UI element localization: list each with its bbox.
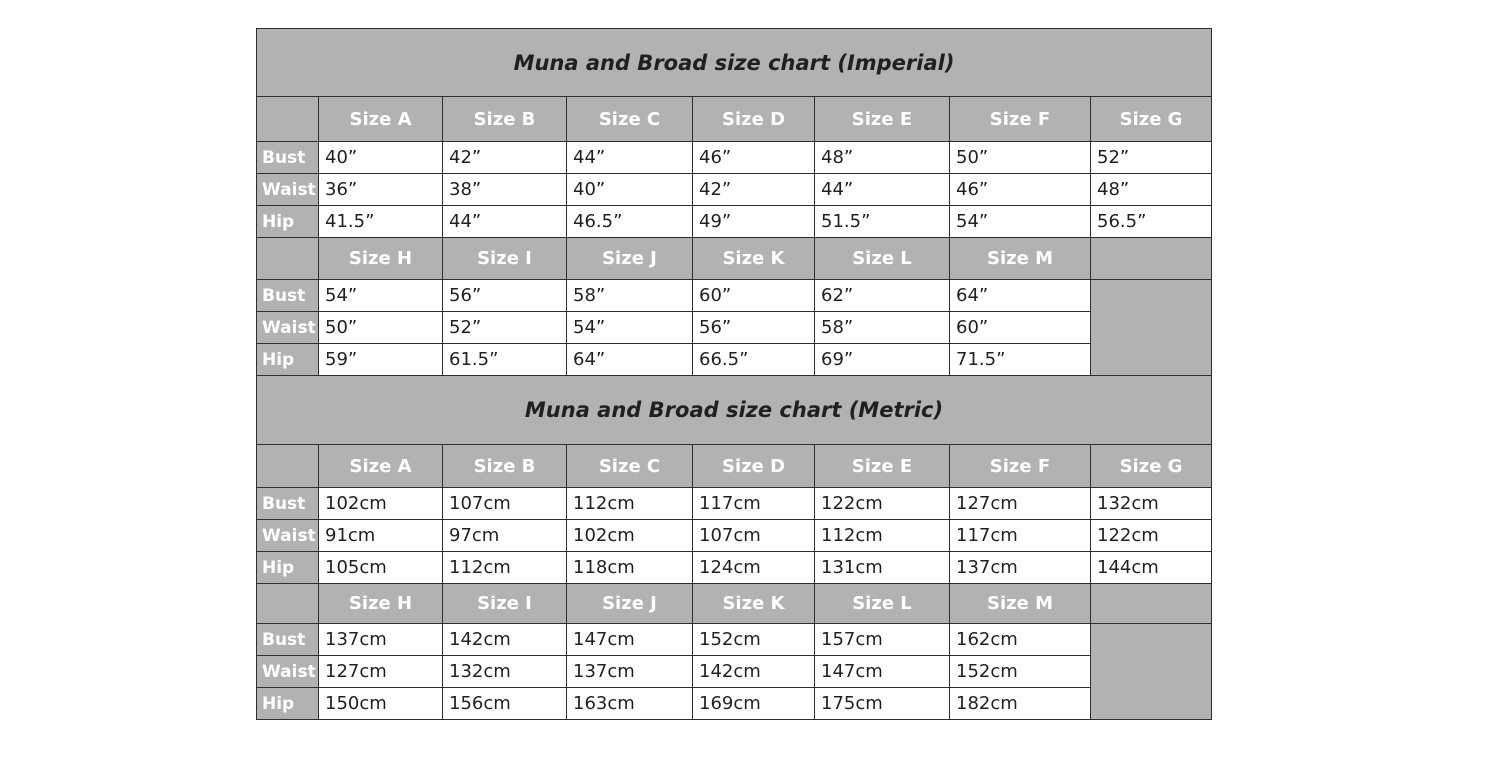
row-label-hip: Hip: [257, 344, 319, 376]
value-cell: 41.5”: [319, 206, 443, 238]
row-label-hip: Hip: [257, 206, 319, 238]
row-label-bust: Bust: [257, 488, 319, 520]
value-cell: 48”: [1091, 174, 1212, 206]
empty-filler-cell: [1091, 280, 1212, 376]
value-cell: 59”: [319, 344, 443, 376]
size-header: Size C: [567, 445, 693, 488]
value-cell: 156cm: [443, 688, 567, 720]
size-header: Size A: [319, 97, 443, 142]
row-label-bust: Bust: [257, 280, 319, 312]
empty-header-cell: [1091, 238, 1212, 280]
value-cell: 117cm: [950, 520, 1091, 552]
value-cell: 44”: [815, 174, 950, 206]
value-cell: 56.5”: [1091, 206, 1212, 238]
size-header: Size B: [443, 97, 567, 142]
value-cell: 175cm: [815, 688, 950, 720]
table-row: [257, 552, 1212, 584]
size-header: Size D: [693, 97, 815, 142]
size-header: Size C: [567, 97, 693, 142]
value-cell: 64”: [567, 344, 693, 376]
value-cell: 147cm: [567, 624, 693, 656]
empty-header-cell: [1091, 584, 1212, 624]
size-header: Size A: [319, 445, 443, 488]
value-cell: 102cm: [319, 488, 443, 520]
size-header: Size E: [815, 97, 950, 142]
size-header: Size K: [693, 238, 815, 280]
value-cell: 61.5”: [443, 344, 567, 376]
value-cell: 157cm: [815, 624, 950, 656]
value-cell: 107cm: [443, 488, 567, 520]
value-cell: 60”: [693, 280, 815, 312]
size-header: Size J: [567, 238, 693, 280]
value-cell: 118cm: [567, 552, 693, 584]
value-cell: 44”: [443, 206, 567, 238]
value-cell: 102cm: [567, 520, 693, 552]
empty-filler-cell: [1091, 624, 1212, 720]
value-cell: 112cm: [567, 488, 693, 520]
value-cell: 150cm: [319, 688, 443, 720]
value-cell: 51.5”: [815, 206, 950, 238]
size-header: Size M: [950, 238, 1091, 280]
corner-cell: [257, 584, 319, 624]
size-header: Size L: [815, 584, 950, 624]
value-cell: 58”: [567, 280, 693, 312]
size-header: Size E: [815, 445, 950, 488]
size-header: Size J: [567, 584, 693, 624]
value-cell: 127cm: [319, 656, 443, 688]
value-cell: 169cm: [693, 688, 815, 720]
size-chart-table: [256, 28, 1212, 720]
value-cell: 44”: [567, 142, 693, 174]
table-row: [257, 624, 1212, 656]
value-cell: 52”: [1091, 142, 1212, 174]
value-cell: 163cm: [567, 688, 693, 720]
corner-cell: [257, 445, 319, 488]
imperial-title: Muna and Broad size chart (Imperial): [257, 29, 1212, 97]
value-cell: 56”: [443, 280, 567, 312]
value-cell: 144cm: [1091, 552, 1212, 584]
value-cell: 142cm: [443, 624, 567, 656]
value-cell: 152cm: [950, 656, 1091, 688]
row-label-waist: Waist: [257, 520, 319, 552]
value-cell: 56”: [693, 312, 815, 344]
table-row: [257, 488, 1212, 520]
value-cell: 38”: [443, 174, 567, 206]
value-cell: 112cm: [815, 520, 950, 552]
value-cell: 50”: [950, 142, 1091, 174]
value-cell: 105cm: [319, 552, 443, 584]
size-header: Size D: [693, 445, 815, 488]
corner-cell: [257, 97, 319, 142]
value-cell: 40”: [567, 174, 693, 206]
table-row: [257, 312, 1212, 344]
value-cell: 137cm: [567, 656, 693, 688]
value-cell: 132cm: [443, 656, 567, 688]
size-header: Size M: [950, 584, 1091, 624]
corner-cell: [257, 238, 319, 280]
size-header: Size B: [443, 445, 567, 488]
value-cell: 127cm: [950, 488, 1091, 520]
row-label-waist: Waist: [257, 656, 319, 688]
value-cell: 64”: [950, 280, 1091, 312]
size-header: Size H: [319, 238, 443, 280]
value-cell: 52”: [443, 312, 567, 344]
value-cell: 162cm: [950, 624, 1091, 656]
value-cell: 58”: [815, 312, 950, 344]
value-cell: 137cm: [319, 624, 443, 656]
row-label-waist: Waist: [257, 174, 319, 206]
value-cell: 137cm: [950, 552, 1091, 584]
table-row: [257, 344, 1212, 376]
value-cell: 124cm: [693, 552, 815, 584]
row-label-hip: Hip: [257, 552, 319, 584]
value-cell: 42”: [693, 174, 815, 206]
value-cell: 50”: [319, 312, 443, 344]
value-cell: 48”: [815, 142, 950, 174]
size-header: Size F: [950, 445, 1091, 488]
size-header: Size I: [443, 238, 567, 280]
value-cell: 152cm: [693, 624, 815, 656]
value-cell: 42”: [443, 142, 567, 174]
size-header: Size I: [443, 584, 567, 624]
row-label-waist: Waist: [257, 312, 319, 344]
value-cell: 122cm: [1091, 520, 1212, 552]
value-cell: 62”: [815, 280, 950, 312]
value-cell: 97cm: [443, 520, 567, 552]
size-header: Size K: [693, 584, 815, 624]
table-row: [257, 656, 1212, 688]
table-row: [257, 142, 1212, 174]
value-cell: 112cm: [443, 552, 567, 584]
value-cell: 107cm: [693, 520, 815, 552]
table-row: [257, 174, 1212, 206]
size-header: Size F: [950, 97, 1091, 142]
value-cell: 36”: [319, 174, 443, 206]
size-header: Size L: [815, 238, 950, 280]
value-cell: 132cm: [1091, 488, 1212, 520]
value-cell: 117cm: [693, 488, 815, 520]
value-cell: 54”: [950, 206, 1091, 238]
value-cell: 54”: [567, 312, 693, 344]
value-cell: 91cm: [319, 520, 443, 552]
value-cell: 71.5”: [950, 344, 1091, 376]
value-cell: 60”: [950, 312, 1091, 344]
value-cell: 142cm: [693, 656, 815, 688]
value-cell: 49”: [693, 206, 815, 238]
metric-title: Muna and Broad size chart (Metric): [257, 376, 1212, 445]
value-cell: 69”: [815, 344, 950, 376]
value-cell: 66.5”: [693, 344, 815, 376]
value-cell: 54”: [319, 280, 443, 312]
value-cell: 46”: [693, 142, 815, 174]
size-header: Size H: [319, 584, 443, 624]
value-cell: 182cm: [950, 688, 1091, 720]
size-header: Size G: [1091, 445, 1212, 488]
value-cell: 131cm: [815, 552, 950, 584]
value-cell: 46”: [950, 174, 1091, 206]
row-label-hip: Hip: [257, 688, 319, 720]
table-row: [257, 520, 1212, 552]
size-header: Size G: [1091, 97, 1212, 142]
table-row: [257, 206, 1212, 238]
value-cell: 46.5”: [567, 206, 693, 238]
value-cell: 40”: [319, 142, 443, 174]
row-label-bust: Bust: [257, 142, 319, 174]
value-cell: 122cm: [815, 488, 950, 520]
row-label-bust: Bust: [257, 624, 319, 656]
table-row: [257, 280, 1212, 312]
table-row: [257, 688, 1212, 720]
value-cell: 147cm: [815, 656, 950, 688]
